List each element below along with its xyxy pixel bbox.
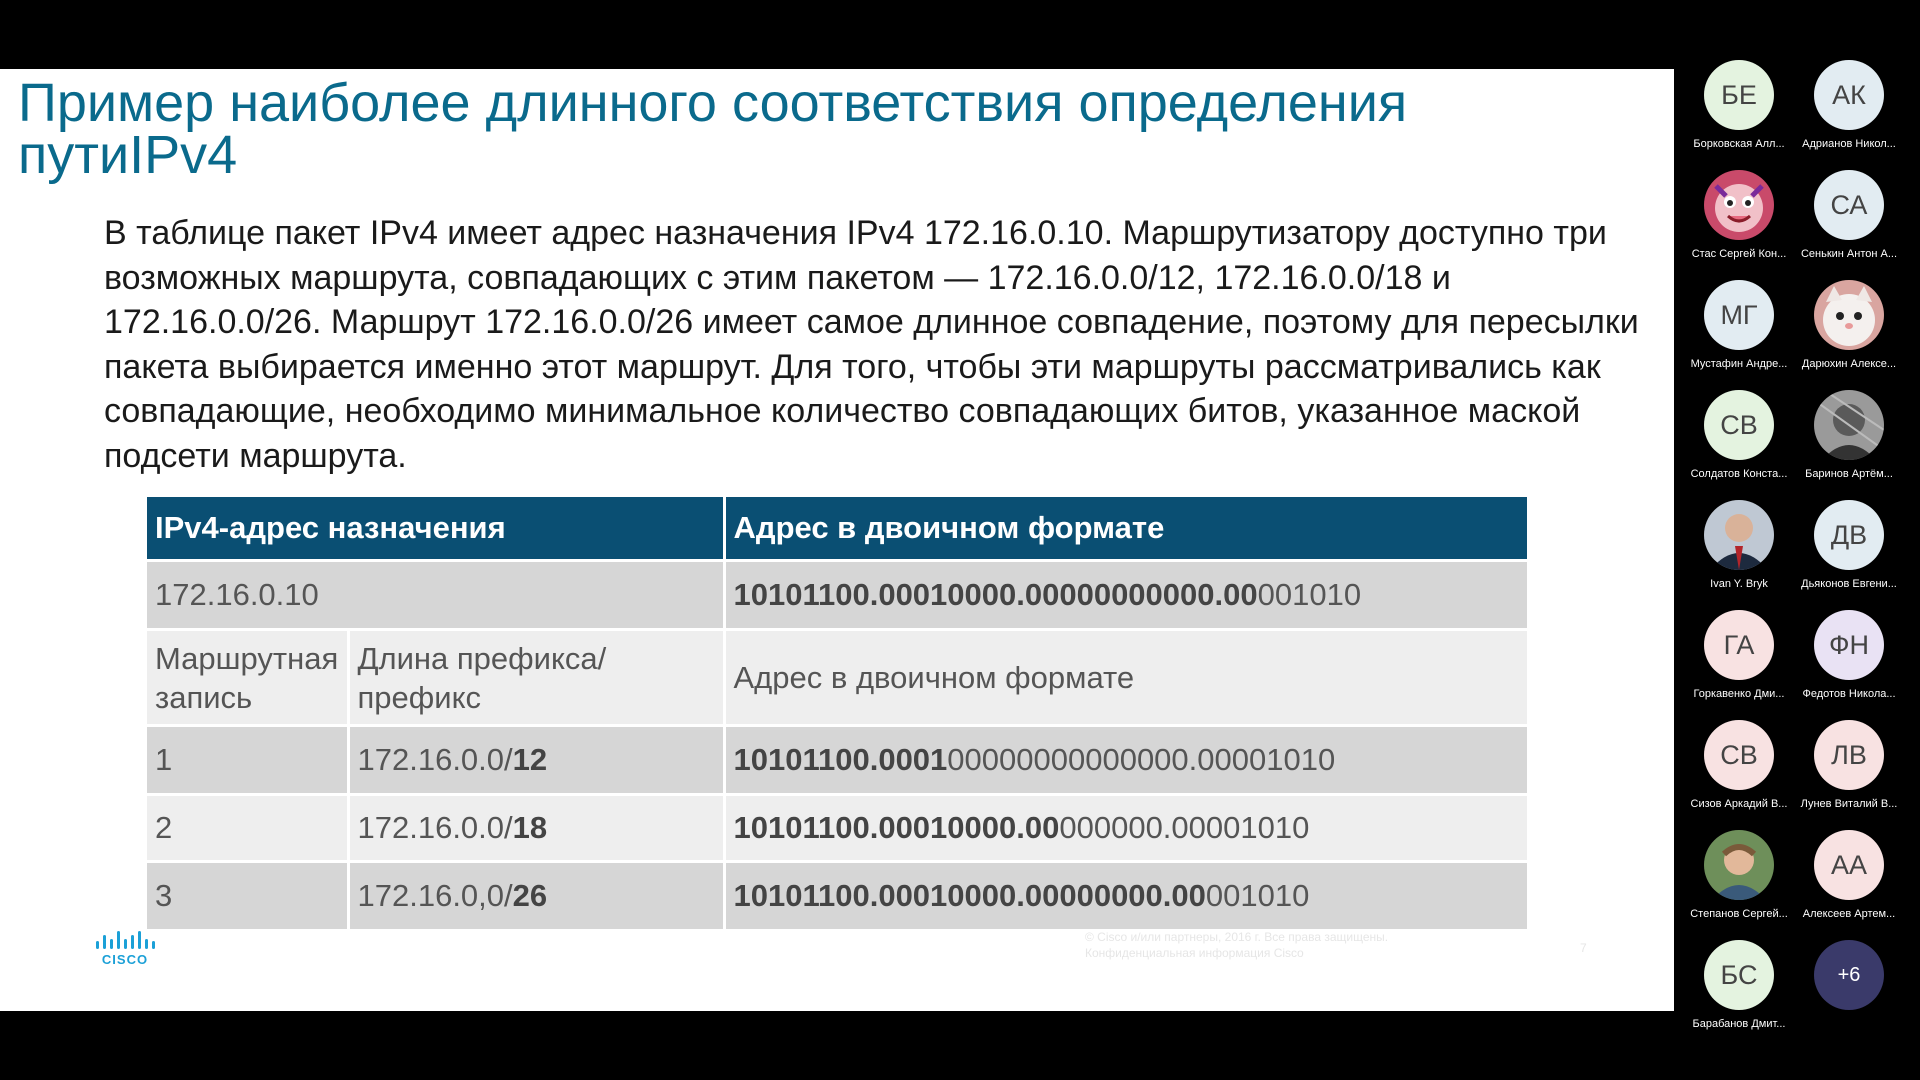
participant-tile[interactable]	[1794, 390, 1904, 481]
participant-tile[interactable]	[1684, 720, 1794, 811]
participant-tile[interactable]	[1794, 170, 1904, 261]
svg-text:CISCO: CISCO	[101, 952, 149, 967]
avatar: БС	[1704, 940, 1774, 1010]
participant-tile[interactable]	[1684, 60, 1794, 151]
avatar: ФН	[1814, 610, 1884, 680]
destination-address: 172.16.0.10	[147, 561, 724, 630]
binary-rest: 001010	[1257, 577, 1362, 612]
participants-panel	[1684, 60, 1920, 1060]
avatar: СВ	[1704, 720, 1774, 790]
presentation-slide	[0, 69, 1674, 1011]
participant-tile[interactable]	[1684, 170, 1794, 261]
avatar: БЕ	[1704, 60, 1774, 130]
participant-tile[interactable]	[1794, 720, 1904, 811]
table-header-row	[147, 497, 1527, 561]
table-row	[147, 726, 1527, 795]
destination-row	[147, 561, 1527, 630]
avatar: АК	[1814, 60, 1884, 130]
subheader-row	[147, 630, 1527, 726]
participant-name: Ivan Y. Bryk	[1710, 578, 1768, 590]
route-binary: 10101100.000100000000000000.00001010	[724, 726, 1527, 795]
participant-name: Адрианов Никол...	[1802, 138, 1896, 150]
avatar: СА	[1814, 170, 1884, 240]
participant-name: Мустафин Андре...	[1690, 358, 1788, 370]
table-row	[147, 795, 1527, 862]
copyright-notice: © Cisco и/или партнеры, 2016 г. Все права защищены. Конфиденциальная информация Cisco	[1085, 930, 1389, 960]
participant-name: Солдатов Конста...	[1690, 468, 1788, 480]
route-entry: 3	[147, 862, 348, 931]
participant-name: Лунев Виталий В...	[1800, 798, 1898, 810]
participant-tile[interactable]	[1794, 500, 1904, 591]
participant-tile[interactable]	[1684, 500, 1794, 591]
slide-title: Пример наиболее длинного соответствия определения путиIPv4	[18, 73, 1408, 185]
participant-tile[interactable]	[1794, 610, 1904, 701]
participant-name: Горкавенко Дми...	[1693, 688, 1785, 700]
avatar: ЛВ	[1814, 720, 1884, 790]
table-row	[147, 862, 1527, 931]
route-prefix: 172.16.0,0/26	[348, 862, 724, 931]
avatar	[1704, 500, 1774, 570]
participant-tile[interactable]	[1684, 610, 1794, 701]
participant-name: Сизов Аркадий В...	[1690, 798, 1788, 810]
route-binary: 10101100.00010000.00000000.00001010	[724, 795, 1527, 862]
participant-tile[interactable]	[1684, 280, 1794, 371]
participant-tile[interactable]	[1684, 940, 1794, 1031]
route-table	[147, 497, 1527, 932]
cisco-logo	[90, 931, 160, 972]
avatar: МГ	[1704, 280, 1774, 350]
avatar: СВ	[1704, 390, 1774, 460]
participant-name: Борковская Алл...	[1693, 138, 1785, 150]
destination-binary	[724, 561, 1527, 630]
slide-body-text: В таблице пакет IPv4 имеет адрес назначения IPv4 172.16.0.10. Маршрутизатору доступно три возможных маршрута, совпадающих с этим пакетом — 172.16.0.0/12, 172.16.0.0/18 и 172.16.0.0/26. Маршрут 172.16.0.0/26 имеет самое длинное совпадение, поэтому для пересылки пакета выбирается именно этот маршрут. Для того, чтобы эти маршруты рассматривались как совпадающие, необходимо минимальное количество совпадающих битов, указанное маской подсети маршрута.	[104, 214, 1639, 475]
participant-tile[interactable]	[1794, 280, 1904, 371]
route-binary: 10101100.00010000.00000000.00001010	[724, 862, 1527, 931]
avatar: ДВ	[1814, 500, 1884, 570]
page-number: 7	[1580, 941, 1587, 955]
participant-tile[interactable]	[1794, 830, 1904, 921]
header-destination: IPv4-адрес назначения	[147, 497, 724, 561]
participant-name: Баринов Артём...	[1805, 468, 1893, 480]
route-prefix: 172.16.0.0/18	[348, 795, 724, 862]
binary-bold: 10101100.00010000.00000000000.00	[733, 577, 1258, 612]
subheader-binary: Адрес в двоичном формате	[724, 630, 1527, 726]
avatar	[1814, 390, 1884, 460]
avatar: +6	[1814, 940, 1884, 1010]
avatar: ГА	[1704, 610, 1774, 680]
more-participants-button[interactable]	[1794, 940, 1904, 1010]
route-entry: 2	[147, 795, 348, 862]
participant-name: Барабанов Дмит...	[1692, 1018, 1786, 1030]
route-prefix: 172.16.0.0/12	[348, 726, 724, 795]
avatar: АА	[1814, 830, 1884, 900]
route-entry: 1	[147, 726, 348, 795]
participant-name: Дьяконов Евгени...	[1801, 578, 1897, 590]
participant-name: Степанов Сергей...	[1690, 908, 1788, 920]
participant-tile[interactable]	[1794, 60, 1904, 151]
header-binary: Адрес в двоичном формате	[724, 497, 1527, 561]
participant-tile[interactable]	[1684, 390, 1794, 481]
subheader-entry: Маршрутная запись	[147, 630, 348, 726]
avatar	[1704, 830, 1774, 900]
avatar	[1814, 280, 1884, 350]
participant-name: Стас Сергей Кон...	[1691, 248, 1787, 260]
avatar	[1704, 170, 1774, 240]
subheader-prefix: Длина префикса/префикс	[348, 630, 724, 726]
participant-name: Сенькин Антон А...	[1800, 248, 1898, 260]
participant-name: Дарюхин Алексе...	[1801, 358, 1897, 370]
participant-tile[interactable]	[1684, 830, 1794, 921]
participant-name: Федотов Никола...	[1802, 688, 1896, 700]
participant-name: Алексеев Артем...	[1802, 908, 1896, 920]
